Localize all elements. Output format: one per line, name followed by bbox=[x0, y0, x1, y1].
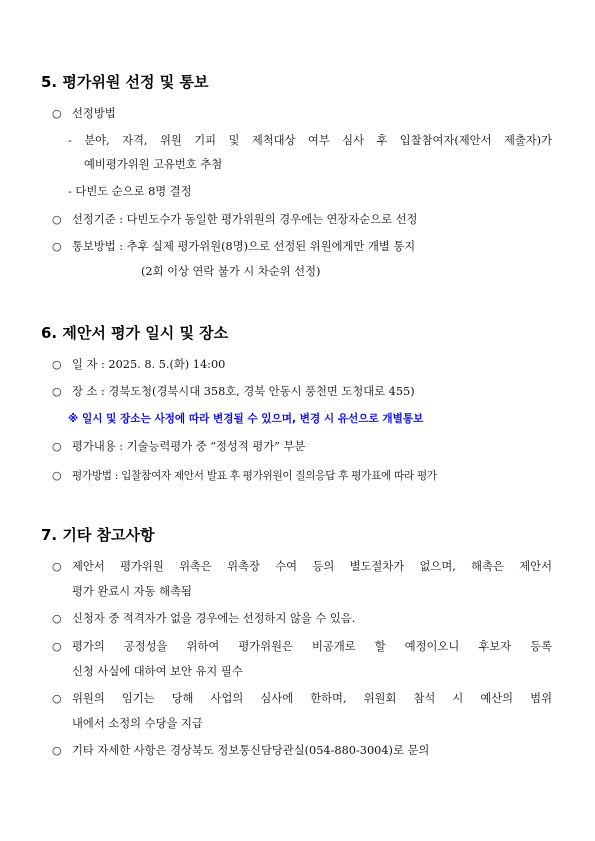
note-term-cont: 내에서 소정의 수당을 지급 bbox=[72, 717, 203, 730]
bullet: ○ bbox=[52, 358, 62, 371]
bullet: ○ bbox=[52, 692, 62, 705]
bullet: ○ bbox=[52, 744, 62, 757]
bullet: ○ bbox=[52, 240, 62, 253]
evaluation-date: 일 자 : 2025. 8. 5.(화) 14:00 bbox=[72, 358, 226, 371]
bullet: ○ bbox=[52, 107, 62, 120]
bullet: ○ bbox=[52, 640, 62, 653]
bullet: ○ bbox=[52, 213, 62, 226]
evaluation-place: 장 소 : 경북도청(경북시대 358호, 경북 안동시 풍천면 도청대로 455) bbox=[72, 385, 415, 398]
section-7-title: 7. 기타 참고사항 bbox=[41, 526, 155, 544]
bullet: ○ bbox=[52, 469, 62, 482]
note-contact: 기타 자세한 사항은 경상북도 정보통신담당관실(054-880-3004)로 문의 bbox=[72, 744, 430, 757]
selection-method-sub2: - 다빈도 순으로 8명 결정 bbox=[68, 185, 192, 198]
evaluation-method: 평가방법 : 입찰참여자 제안서 발표 후 평가위원이 질의응답 후 평가표에 따라 평가 bbox=[72, 470, 437, 482]
note-confidentiality: 평가의 공정성을 위하여 평가위원은 비공개로 할 예정이오니 후보자 등록 bbox=[72, 640, 552, 653]
selection-method-sub1-cont: 예비평가위원 고유번호 추첨 bbox=[84, 158, 223, 171]
bullet: ○ bbox=[52, 440, 62, 453]
selection-criteria: 선정기준 : 다빈도수가 동일한 평가위원의 경우에는 연장자순으로 선정 bbox=[72, 213, 418, 226]
section-5-title: 5. 평가위원 선정 및 통보 bbox=[41, 73, 209, 91]
note-appointment: 제안서 평가위원 위촉은 위촉장 수여 등의 별도절차가 없으며, 해촉은 제안서 bbox=[72, 560, 552, 573]
section-6-title: 6. 제안서 평가 일시 및 장소 bbox=[41, 324, 229, 342]
bullet: ○ bbox=[52, 385, 62, 398]
selection-method-sub1: - 분야, 자격, 위원 기피 및 제척대상 여부 심사 후 입찰참여자(제안서 제출자)가 bbox=[68, 134, 552, 147]
bullet: ○ bbox=[52, 560, 62, 573]
note-appointment-cont: 평가 완료시 자동 해촉됨 bbox=[72, 585, 192, 598]
notification-method-cont: (2회 이상 연락 불가 시 차순위 선정) bbox=[141, 265, 321, 278]
note-confidentiality-cont: 신청 사실에 대하여 보안 유지 필수 bbox=[72, 665, 243, 678]
evaluation-content: 평가내용 : 기술능력평가 중 “정성적 평가” 부분 bbox=[72, 440, 306, 453]
note-term: 위원의 임기는 당해 사업의 심사에 한하며, 위원회 참석 시 예산의 범위 bbox=[72, 692, 552, 705]
schedule-change-notice: ※ 일시 및 장소는 사정에 따라 변경될 수 있으며, 변경 시 유선으로 개별통보 bbox=[68, 413, 424, 425]
note-no-qualified: 신청자 중 적격자가 없을 경우에는 선정하지 않을 수 있음. bbox=[72, 612, 356, 625]
bullet: ○ bbox=[52, 612, 62, 625]
selection-method-heading: 선정방법 bbox=[72, 107, 116, 120]
notification-method: 통보방법 : 추후 실제 평가위원(8명)으로 선정된 위원에게만 개별 통지 bbox=[72, 240, 416, 253]
